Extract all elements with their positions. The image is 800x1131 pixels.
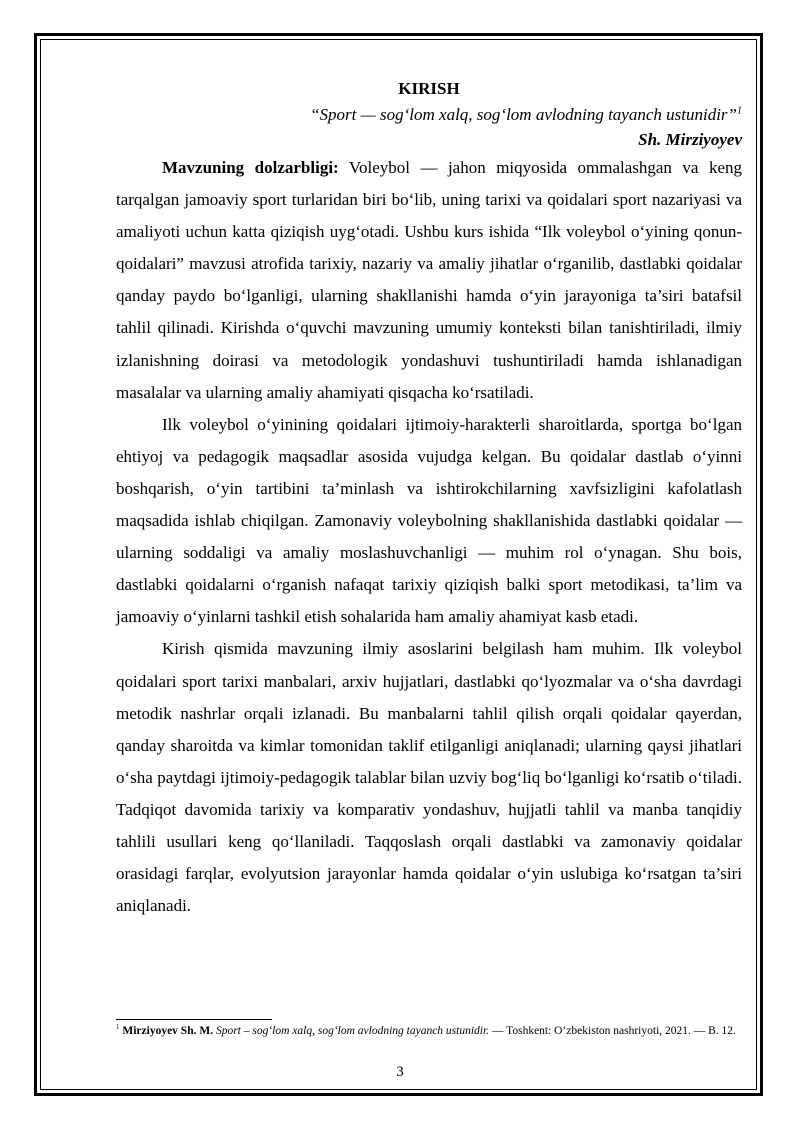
section-heading: KIRISH [398,79,460,98]
footnote-separator [116,1019,272,1020]
paragraph-origin: Ilk voleybol o‘yinining qoidalari ijtimoiy-harakterli sharoitlarda, sportga bo‘lgan ehtiyoj va pedagogik maqsadlar asosida vujudga kelgan. Bu qoidalar dastlab o‘yinni boshqarish, o‘yin tartibini ta’minlash va ishtirokchilarning xavfsizligini kafolatlash maqsadida ishlab chiqilgan. Zamonaviy voleybolning shakllanishida dastlabki qoidalar — ularning soddaligi va amaliy moslashuvchanligi — muhim rol o‘ynagan. Shu bois, dastlabki qoidalarni o‘rganish nafaqat tarixiy qiziqish balki sport metodikasi, ta’lim va jamoaviy o‘yinlarni tashkil etish sohalarida ham amaliy ahamiyat kasb etadi. [116,414,742,627]
footnote-reference[interactable]: 1 [737,105,742,117]
footnote [116,1022,742,1040]
footnote-author: Mirziyoyev Sh. M. [122,1025,214,1037]
footnote-number: 1 [116,1023,120,1032]
epigraph-quote [116,102,742,127]
epigraph-author: Sh. Mirziyoyev [638,130,742,149]
paragraph-methods: Kirish qismida mavzuning ilmiy asoslarini belgilash ham muhim. Ilk voleybol qoidalari sport tarixi manbalari, arxiv hujjatlari, dastlabki qo‘lyozmalar va o‘sha davrdagi metodik nashrlar orqali izlanadi. Bu manbalarni tahlil qilish orqali qoidalar qayerdan, qanday sharoitda va kimlar tomonidan taklif etilganligi aniqlanadi; ularning qaysi jihatlari o‘sha paytdagi ijtimoiy-pedagogik talablar bilan uzviy bog‘liq bo‘lganligi ko‘rsatib o‘tiladi. Tadqiqot davomida tarixiy va komparativ yondashuv, hujjatli tahlil va manba tanqidiy tahlili usullari keng qo‘llaniladi. Taqqoslash orqali dastlabki va zamonaviy qoidalar orasidagi farqlar, evolyutsion jarayonlar hamda qoidalar o‘yin uslubiga ko‘rsatgan ta’siri aniqlanadi. [116,639,742,916]
paragraph-lead: Mavzuning dolzarbligi: [162,158,339,177]
page-content [116,76,742,922]
paragraph-text: Voleybol — jahon miqyosida ommalashgan va keng tarqalgan jamoaviy sport turlaridan biri bo‘lib, uning tarixi va qoidalari sport nazariyasi va amaliyoti uchun katta qiziqish uyg‘otadi. Ushbu kurs ishida “Ilk voleybol o‘yining qonun-qoidalari” mavzusi atrofida tarixiy, nazariy va amaliy jihatlar o‘rganilib, dastlabki qoidalar qanday paydo bo‘lganligi, ularning shakllanishi hamda o‘yin jarayoniga ta’siri batafsil tahlil qilinadi. Kirishda o‘quvchi mavzuning umumiy konteksti bilan tanishtiriladi, ilmiy izlanishning doirasi va metodologik yondashuvi tushuntiriladi hamda ishlanadigan masalalar va ularning amaliy ahamiyati qisqacha ko‘rsatiladi. [116,158,742,402]
epigraph-text: “Sport — sog‘lom xalq, sog‘lom avlodning tayanch ustunidir” [310,105,737,124]
footnote-publication: — Toshkent: O‘zbekiston nashriyoti, 2021. — B. 12. [489,1025,736,1037]
page-number: 3 [396,1064,404,1080]
footnote-title: Sport – sog‘lom xalq, sog‘lom avlodning tayanch ustunidir. [215,1025,490,1037]
paragraph-relevance [116,152,742,409]
